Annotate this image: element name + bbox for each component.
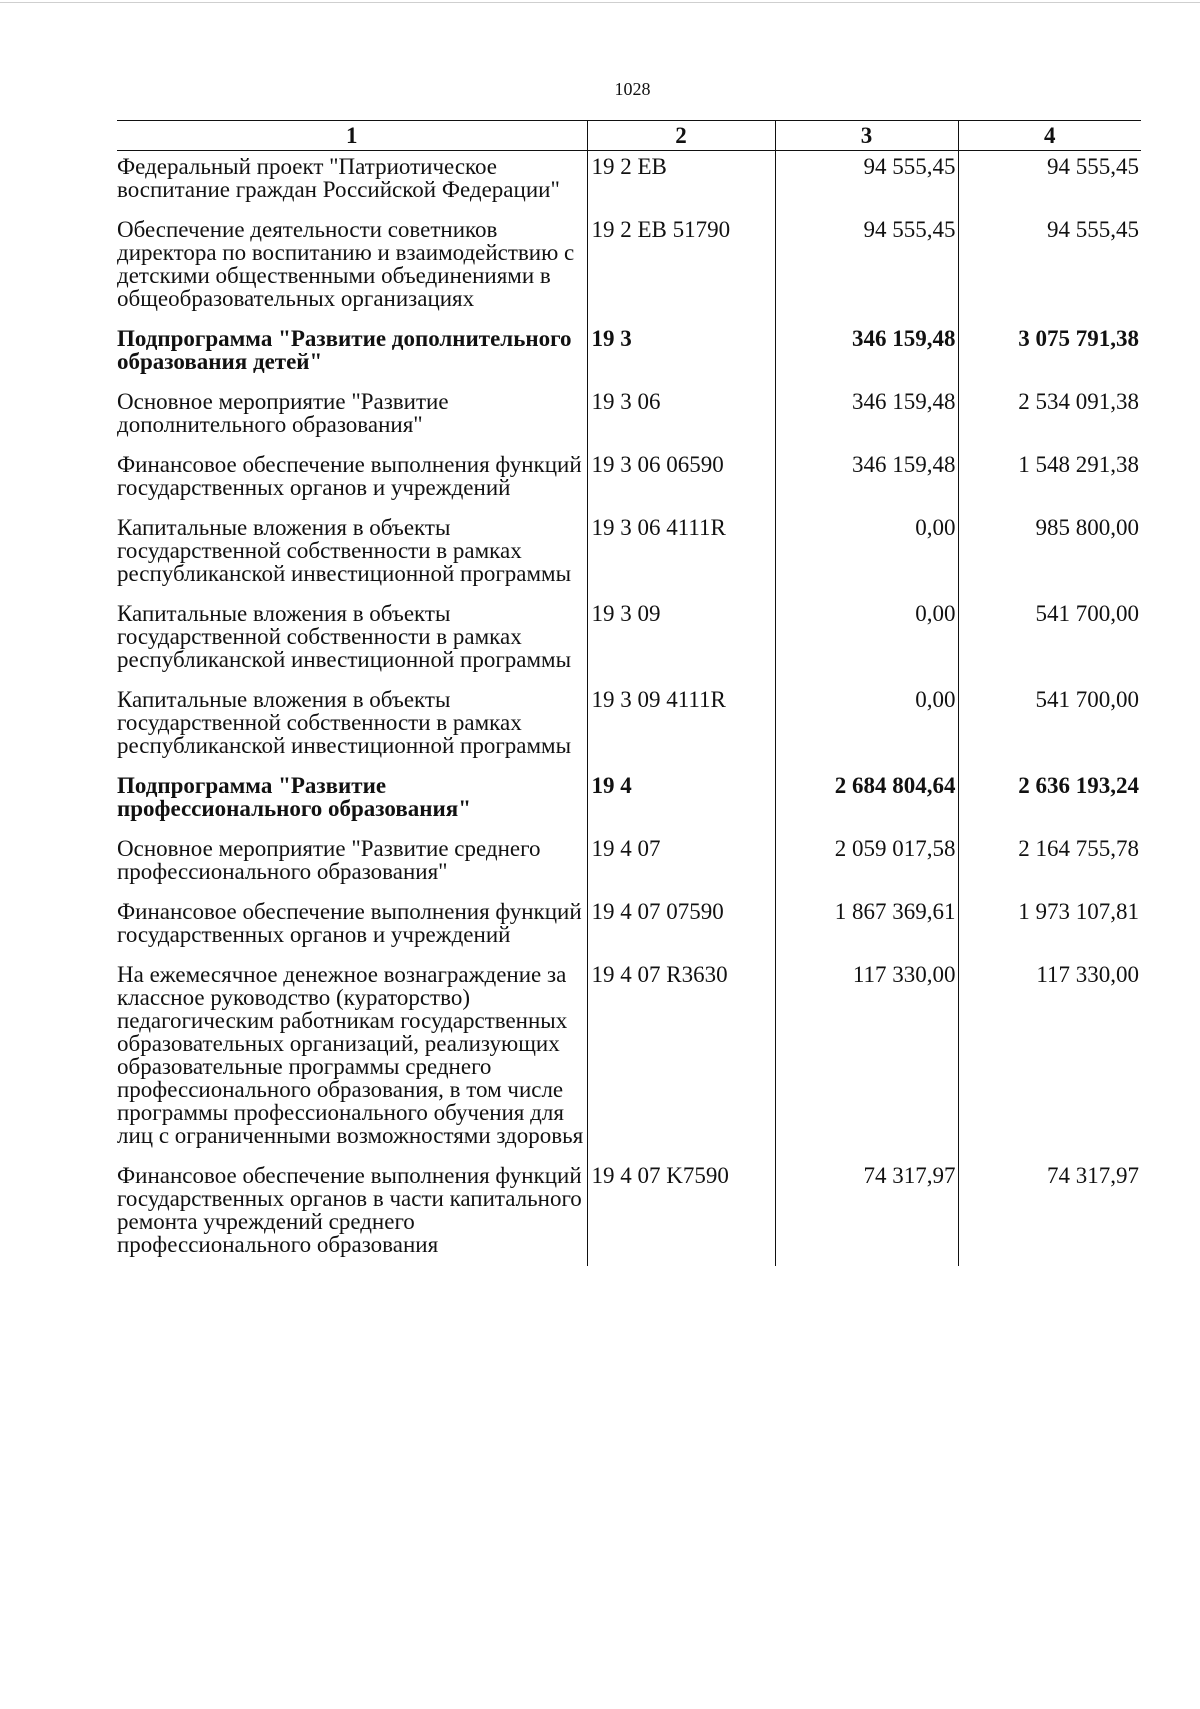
table-row — [117, 453, 1141, 516]
row-code-cell: 19 3 — [587, 327, 775, 390]
page-number: 1028 — [614, 79, 651, 99]
row-name-cell: Капитальные вложения в объекты государственной собственности в рамках республиканской инвестиционной программы — [117, 515, 572, 586]
row-value-col3-cell: 2 059 017,58 — [775, 837, 958, 900]
row-code-cell: 19 3 06 06590 — [587, 453, 775, 516]
row-value-col4-cell: 117 330,00 — [958, 963, 1141, 1164]
row-name-cell: Обеспечение деятельности советников директора по воспитанию и взаимодействию с детскими общественными объединениями в общеобразовательных организациях — [117, 217, 575, 311]
table-row — [117, 900, 1141, 963]
table-row — [117, 390, 1141, 453]
header-col-3: 3 — [775, 121, 958, 151]
row-value-col4-cell: 2 164 755,78 — [958, 837, 1141, 900]
row-value-col4-cell: 3 075 791,38 — [958, 327, 1141, 390]
row-code-cell: 19 4 07 R3630 — [587, 963, 775, 1164]
row-name-cell: Капитальные вложения в объекты государственной собственности в рамках республиканской инвестиционной программы — [117, 687, 572, 758]
row-name-cell: Подпрограмма "Развитие профессионального образования" — [117, 773, 471, 821]
row-value-col3-cell: 0,00 — [775, 516, 958, 602]
row-value-col4-cell: 541 700,00 — [958, 688, 1141, 774]
row-value-col3-cell: 346 159,48 — [775, 327, 958, 390]
table-row — [117, 837, 1141, 900]
row-value-col4-cell: 94 555,45 — [958, 218, 1141, 327]
row-value-col4-cell: 74 317,97 — [958, 1164, 1141, 1266]
row-name-cell: Основное мероприятие "Развитие среднего профессионального образования" — [117, 836, 541, 884]
scan-top-edge — [0, 2, 1200, 3]
row-code-cell: 19 4 07 K7590 — [587, 1164, 775, 1266]
budget-table — [117, 120, 1141, 1266]
table-row — [117, 151, 1141, 219]
row-value-col3-cell: 1 867 369,61 — [775, 900, 958, 963]
row-name-cell: На ежемесячное денежное вознаграждение за классное руководство (кураторство) педагогическим работникам государственных образовательных организаций, реализующих образовательные программы среднего профессионального образования, в том числе программы профессионального обучения для лиц с ограниченными возможностями здоровья — [117, 962, 584, 1148]
header-col-2: 2 — [587, 121, 775, 151]
row-value-col4-cell: 94 555,45 — [958, 151, 1141, 219]
row-value-col4-cell: 985 800,00 — [958, 516, 1141, 602]
row-value-col4-cell: 2 636 193,24 — [958, 774, 1141, 837]
row-name-cell: Финансовое обеспечение выполнения функций государственных органов и учреждений — [117, 899, 582, 947]
row-code-cell: 19 3 06 4111R — [587, 516, 775, 602]
row-code-cell: 19 2 EB 51790 — [587, 218, 775, 327]
row-name-cell: Федеральный проект "Патриотическое воспитание граждан Российской Федерации" — [117, 154, 560, 202]
row-value-col3-cell: 346 159,48 — [775, 390, 958, 453]
row-name-cell: Основное мероприятие "Развитие дополнительного образования" — [117, 389, 449, 437]
row-value-col3-cell: 94 555,45 — [775, 218, 958, 327]
row-code-cell: 19 4 — [587, 774, 775, 837]
table-header — [117, 121, 1141, 151]
table-row — [117, 774, 1141, 837]
row-name-cell: Финансовое обеспечение выполнения функций государственных органов в части капитального ремонта учреждений среднего профессионального образования — [117, 1163, 582, 1257]
row-code-cell: 19 4 07 07590 — [587, 900, 775, 963]
table-row — [117, 327, 1141, 390]
header-col-1: 1 — [117, 121, 587, 151]
header-row — [117, 121, 1141, 151]
row-value-col3-cell: 117 330,00 — [775, 963, 958, 1164]
table-body — [117, 151, 1141, 1267]
row-value-col4-cell: 541 700,00 — [958, 602, 1141, 688]
table-row — [117, 516, 1141, 602]
table-row — [117, 688, 1141, 774]
row-name-cell: Подпрограмма "Развитие дополнительного образования детей" — [117, 326, 572, 374]
row-value-col3-cell: 94 555,45 — [775, 151, 958, 219]
row-code-cell: 19 3 09 — [587, 602, 775, 688]
row-code-cell: 19 4 07 — [587, 837, 775, 900]
row-value-col3-cell: 74 317,97 — [775, 1164, 958, 1266]
row-value-col3-cell: 0,00 — [775, 688, 958, 774]
budget-table-container — [117, 120, 1141, 1266]
table-row — [117, 963, 1141, 1164]
table-row — [117, 218, 1141, 327]
row-value-col4-cell: 1 548 291,38 — [958, 453, 1141, 516]
row-code-cell: 19 3 09 4111R — [587, 688, 775, 774]
row-value-col4-cell: 1 973 107,81 — [958, 900, 1141, 963]
row-code-cell: 19 3 06 — [587, 390, 775, 453]
table-row — [117, 602, 1141, 688]
row-value-col3-cell: 2 684 804,64 — [775, 774, 958, 837]
row-code-cell: 19 2 EB — [587, 151, 775, 219]
row-value-col3-cell: 0,00 — [775, 602, 958, 688]
row-value-col3-cell: 346 159,48 — [775, 453, 958, 516]
row-name-cell: Капитальные вложения в объекты государственной собственности в рамках республиканской инвестиционной программы — [117, 601, 572, 672]
header-col-4: 4 — [958, 121, 1141, 151]
row-value-col4-cell: 2 534 091,38 — [958, 390, 1141, 453]
table-row — [117, 1164, 1141, 1266]
row-name-cell: Финансовое обеспечение выполнения функций государственных органов и учреждений — [117, 452, 582, 500]
